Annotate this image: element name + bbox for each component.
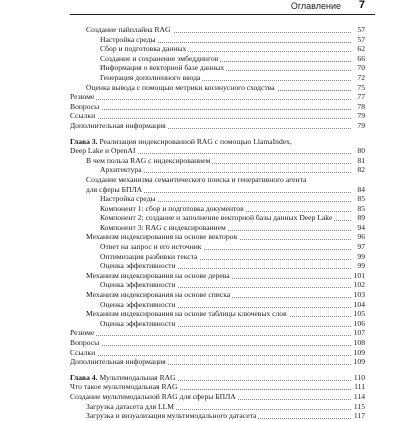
toc-entry-title: Резюме	[70, 328, 95, 338]
leader-dots	[70, 328, 351, 336]
toc-block-chapter4	[70, 382, 375, 420]
toc-entry[interactable]	[70, 338, 375, 348]
toc-entry-page: 89	[357, 213, 365, 223]
toc-entry-title: Ссылки	[70, 111, 96, 121]
toc-entry[interactable]	[70, 232, 375, 242]
toc-entry-title: Дополнительная информация	[70, 120, 166, 130]
toc-entry-page: 107	[353, 328, 365, 338]
toc-entry-title: Загрузка датасета для LLM	[86, 401, 175, 411]
toc-entry-title: Компонент 3: RAG с индексированием	[100, 222, 226, 232]
toc-entry[interactable]	[70, 54, 375, 64]
toc-entry[interactable]	[70, 271, 375, 281]
toc-entry-page: 99	[357, 261, 365, 271]
chapter-3-label: Глава 3.	[70, 136, 98, 146]
toc-entry[interactable]	[70, 35, 375, 45]
toc-entry[interactable]	[70, 242, 375, 252]
toc-entry[interactable]	[70, 319, 375, 329]
toc-entry[interactable]	[70, 25, 375, 35]
toc-block-chapter2-tail	[70, 25, 375, 131]
toc-entry-page: 99	[357, 251, 365, 261]
toc-block-chapter3	[70, 156, 375, 367]
toc-entry-page: 105	[353, 309, 365, 319]
toc-entry-page: 70	[357, 63, 365, 73]
toc-entry-page: 77	[357, 92, 365, 102]
toc-entry-page: 72	[357, 72, 365, 82]
toc-entry-page: 109	[353, 347, 365, 357]
toc-entry[interactable]	[70, 165, 375, 175]
toc-entry-title: Вопросы	[70, 338, 100, 347]
toc-entry-page: 85	[357, 203, 365, 213]
toc-chapter-3[interactable]	[70, 137, 375, 156]
toc-entry-title: Создание пайплайна RAG	[86, 25, 171, 34]
toc-entry[interactable]	[70, 156, 375, 166]
toc-entry-page: 106	[353, 318, 365, 328]
toc-entry-page: 117	[353, 411, 365, 421]
toc-entry-page: 115	[353, 401, 365, 411]
toc-entry-title: Создание и сохранение эмбеддингов	[100, 53, 219, 63]
toc-entry-title: Резюме	[70, 92, 95, 102]
toc-entry-page: 57	[357, 34, 365, 44]
toc-entry-page: 103	[353, 290, 365, 300]
toc-entry-title: Компонент 1: сбор и подготовка документов	[100, 203, 244, 213]
chapter-4-title: Мультимодальная RAG	[99, 372, 176, 382]
toc-entry-page: 109	[353, 357, 365, 367]
toc-entry[interactable]	[70, 402, 375, 412]
header-title: Оглавление	[290, 1, 341, 11]
toc-entry-title: Оценка эффективности	[100, 280, 176, 290]
toc-entry[interactable]	[70, 348, 375, 358]
toc-entry[interactable]	[70, 382, 375, 392]
toc-entry-title: Настройка среды	[100, 194, 156, 204]
toc-entry[interactable]	[70, 357, 375, 367]
toc-entry-title: Механизм индексирования на основе векторов	[86, 232, 238, 242]
toc-entry-title: Оценка эффективности	[100, 299, 176, 309]
toc-entry-title: Вопросы	[70, 101, 100, 111]
chapter-3-title-line1: Реализация индексированной RAG с помощью LlamaIndex,	[99, 136, 292, 146]
toc-entry-title: Механизм индексирования на основе дерева	[86, 270, 230, 280]
toc-entry-page: 114	[353, 391, 365, 401]
toc-entry[interactable]	[70, 194, 375, 204]
toc-entry[interactable]	[70, 411, 375, 421]
toc-entry-title: Загрузка и визуализация мультимодального датасета	[86, 411, 257, 421]
toc-entry-title: Что такое мультимодальная RAG	[70, 382, 178, 392]
toc-entry-page: 104	[353, 299, 365, 309]
toc-entry-title: Дополнительная информация	[70, 357, 166, 367]
toc-entry-page: 102	[353, 280, 365, 290]
toc-entry-title: Оптимизация разбивки текста	[100, 251, 198, 261]
chapter-4-label: Глава 4.	[70, 372, 98, 382]
toc-entry-title: Компонент 2: создание и заполнение векторной базы данных Deep Lake	[100, 213, 333, 223]
table-of-contents	[70, 25, 375, 421]
toc-entry[interactable]	[70, 175, 375, 185]
toc-entry-page: 96	[357, 232, 365, 242]
toc-entry-page: 81	[357, 155, 365, 165]
toc-entry-page: 111	[354, 382, 365, 392]
leader-dots	[70, 338, 351, 346]
toc-entry[interactable]	[70, 73, 375, 83]
toc-entry[interactable]	[70, 252, 375, 262]
toc-entry-title: Ссылки	[70, 347, 96, 357]
toc-entry[interactable]	[70, 121, 375, 131]
toc-entry[interactable]	[70, 309, 375, 319]
toc-entry-page: 94	[357, 222, 365, 232]
toc-entry-title: для сферы БПЛА	[86, 184, 143, 194]
chapter-3-title-line2: Deep Lake и OpenAI	[70, 146, 136, 156]
chapter-4-page: 110	[353, 372, 365, 382]
toc-entry-page: 84	[357, 184, 365, 194]
toc-entry-page: 79	[357, 111, 365, 121]
toc-entry[interactable]	[70, 261, 375, 271]
toc-entry[interactable]	[70, 392, 375, 402]
toc-entry[interactable]	[70, 280, 375, 290]
toc-entry[interactable]	[70, 185, 375, 195]
toc-chapter-4[interactable]	[70, 373, 375, 383]
toc-entry[interactable]	[70, 92, 375, 102]
toc-entry[interactable]	[70, 300, 375, 310]
toc-entry-title: В чем польза RAG с индексированием	[86, 155, 211, 165]
toc-entry[interactable]	[70, 111, 375, 121]
leader-dots	[70, 102, 351, 110]
header-page-number: 7	[358, 0, 365, 11]
toc-entry-page: 97	[357, 242, 365, 252]
toc-entry-title: Создание мультимодальной RAG для сферы БПЛА	[70, 391, 236, 401]
leader-dots	[70, 348, 351, 356]
toc-entry-title: Оценка эффективности	[100, 261, 176, 271]
toc-entry-title: Генерация дополненного ввода	[100, 72, 201, 82]
leader-dots	[70, 92, 351, 100]
toc-entry-title: Создание механизма семантического поиска и генеративного агента	[86, 174, 307, 184]
toc-entry-page: 101	[353, 270, 365, 280]
toc-entry-page: 79	[357, 120, 365, 130]
toc-entry-page: 75	[357, 82, 365, 92]
toc-entry[interactable]	[70, 223, 375, 233]
toc-entry-title: Механизм индексирования на основе таблицы ключевых слов	[86, 309, 287, 319]
toc-entry-page: 85	[357, 194, 365, 204]
toc-entry-title: Оценка эффективности	[100, 318, 176, 328]
toc-entry-title: Механизм индексирования на основе списка	[86, 290, 231, 300]
toc-entry-page: 108	[353, 338, 365, 347]
toc-entry-title: Архитектура	[100, 165, 142, 175]
toc-entry-title: Настройка среды	[100, 34, 156, 44]
toc-entry-page: 57	[357, 25, 365, 34]
toc-entry-title: Оценка вывода с помощью метрики косинусного сходства	[86, 82, 275, 92]
toc-entry-page: 82	[357, 165, 365, 175]
toc-entry[interactable]	[70, 213, 375, 223]
page-header	[70, 0, 375, 15]
toc-entry-page: 78	[357, 101, 365, 111]
toc-entry-page: 66	[357, 53, 365, 63]
toc-entry[interactable]	[70, 102, 375, 112]
toc-entry[interactable]	[70, 44, 375, 54]
toc-entry-title: Сбор и подготовка данных	[100, 44, 187, 54]
toc-entry[interactable]	[70, 290, 375, 300]
toc-entry-page: 62	[357, 44, 365, 54]
toc-entry[interactable]	[70, 63, 375, 73]
toc-entry-title: Ответ на запрос и его источник	[100, 242, 202, 252]
toc-entry[interactable]	[70, 204, 375, 214]
toc-entry[interactable]	[70, 328, 375, 338]
chapter-3-page: 80	[357, 146, 365, 156]
toc-entry-title: Информация о векторной базе данных	[100, 63, 225, 73]
leader-dots	[70, 111, 351, 119]
toc-entry[interactable]	[70, 83, 375, 93]
